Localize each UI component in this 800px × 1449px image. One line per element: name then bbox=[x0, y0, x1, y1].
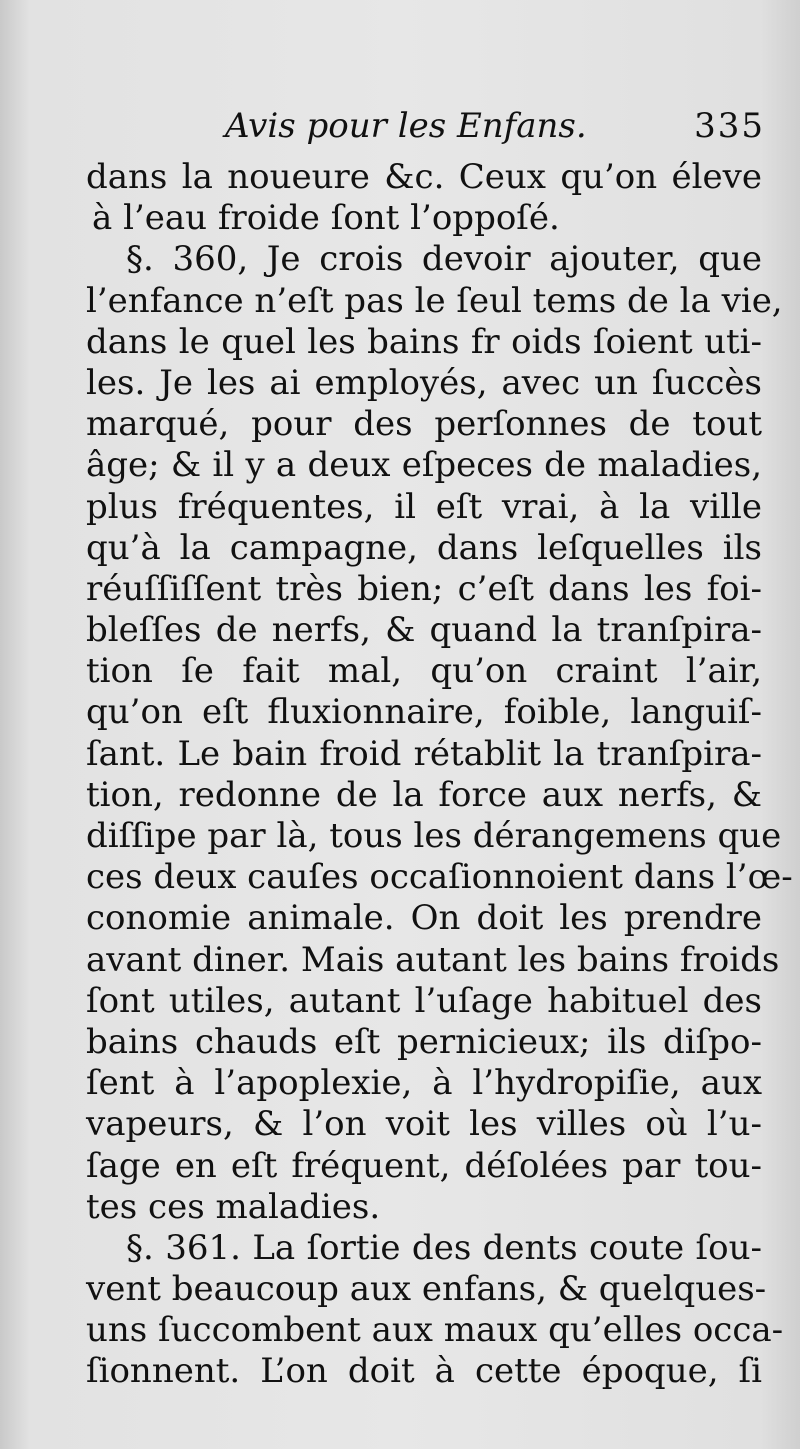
text-line: ces deux cauſes occaſionnoient dans l’œ- bbox=[86, 857, 793, 898]
page-number: 335 bbox=[694, 106, 765, 146]
text-line: tion ſe fait mal, qu’on craint l’air, bbox=[86, 651, 762, 692]
body-text bbox=[86, 157, 793, 1393]
text-line: à l’eau froide ſont l’oppoſé. bbox=[92, 198, 560, 239]
text-line: vapeurs, & l’on voit les villes où l’u- bbox=[86, 1104, 762, 1145]
text-line: réuſſiſſent très bien; c’eſt dans les foi- bbox=[86, 568, 762, 609]
text-line: conomie animale. On doit les prendre bbox=[86, 898, 762, 939]
text-line: marqué, pour des perſonnes de tout bbox=[86, 404, 762, 445]
text-line: bleſſes de nerfs, & quand la tranſpira- bbox=[86, 610, 762, 651]
paragraph-start-line: §. 361. La ſortie des dents coute ſou- bbox=[126, 1227, 762, 1268]
text-line: tion, redonne de la force aux nerfs, & bbox=[86, 774, 762, 815]
text-line: les. Je les ai employés, avec un ſuccès bbox=[86, 362, 762, 403]
text-line: qu’à la campagne, dans leſquelles ils bbox=[86, 527, 762, 568]
text-line: diſſipe par là, tous les dérangemens que bbox=[86, 816, 782, 856]
text-line: dans le quel les bains fr oids ſoient uti- bbox=[86, 321, 762, 362]
text-line: ſont utiles, autant l’uſage habituel des bbox=[86, 980, 762, 1021]
text-line: bains chauds eſt pernicieux; ils diſpo- bbox=[86, 1021, 762, 1062]
text-line: ſionnent. L’on doit à cette époque, ſi bbox=[86, 1351, 762, 1392]
text-line: âge; & il y a deux eſpeces de maladies, bbox=[86, 445, 762, 486]
text-line: ſant. Le bain froid rétablit la tranſpira- bbox=[86, 733, 762, 774]
running-head bbox=[225, 103, 765, 149]
text-line: qu’on eſt fluxionnaire, foible, languiſ- bbox=[86, 692, 762, 733]
text-line: ſent à l’apoplexie, à l’hydropiſie, aux bbox=[86, 1063, 762, 1104]
text-line: avant diner. Mais autant les bains froids bbox=[86, 939, 780, 980]
text-line: uns ſuccombent aux maux qu’elles occa- bbox=[86, 1310, 784, 1351]
running-head-title: Avis pour les Enfans. bbox=[225, 106, 587, 146]
text-line: plus fréquentes, il eſt vrai, à la ville bbox=[86, 486, 762, 527]
paragraph-start-line: §. 360, Je crois devoir ajouter, que bbox=[126, 239, 762, 280]
text-line: ſage en eſt fréquent, déſolées par tou- bbox=[86, 1145, 762, 1186]
text-line: vent beaucoup aux enfans, & quelques- bbox=[86, 1269, 767, 1310]
text-line: l’enfance n’eſt pas le ſeul tems de la vie, bbox=[86, 280, 783, 321]
text-line: dans la noueure &c. Ceux qu’on éleve bbox=[86, 157, 762, 197]
text-line: tes ces maladies. bbox=[86, 1186, 381, 1227]
